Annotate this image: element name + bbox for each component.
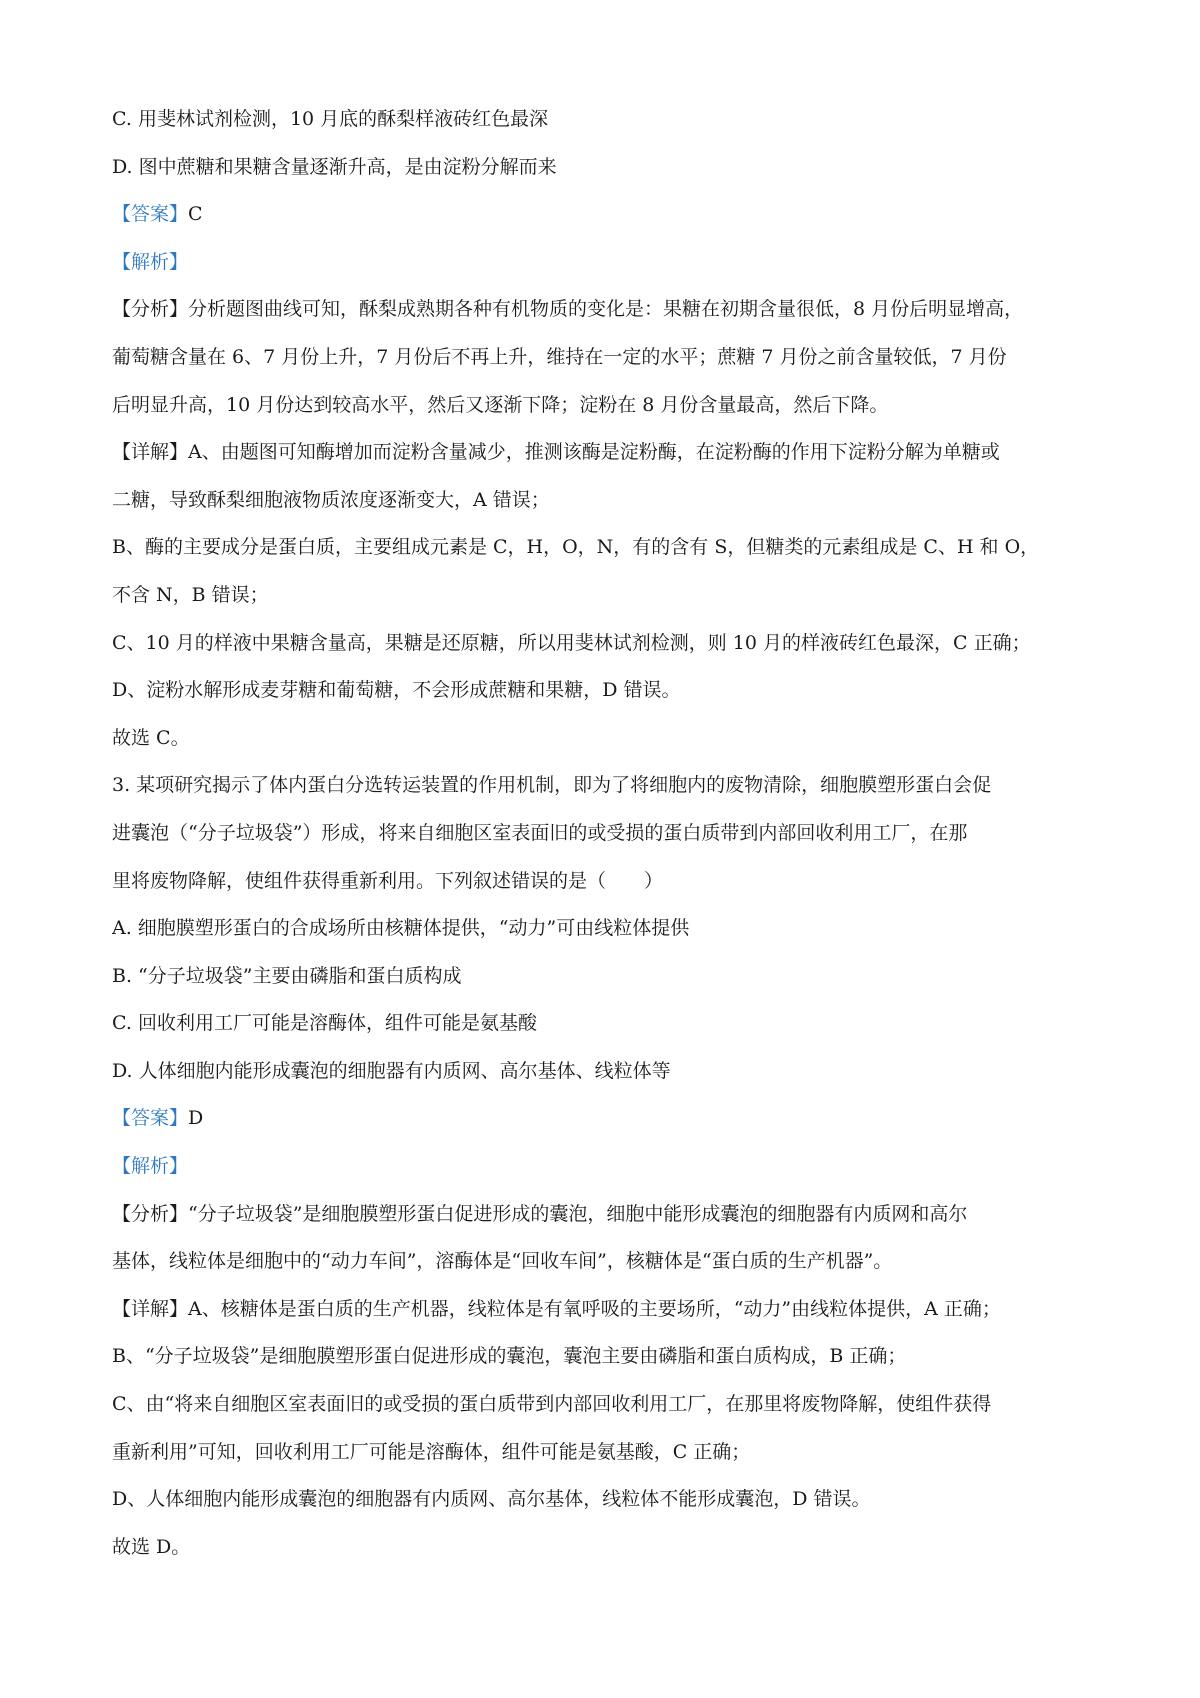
q3-conclusion: 故选 D。 — [112, 1535, 191, 1558]
document-page — [112, 96, 1100, 1571]
q2-fenxi-line: 后明显升高，10 月份达到较高水平，然后又逐渐下降；淀粉在 8 月份含量最高，然后下降。 — [112, 393, 889, 416]
q2-fenxi-line: 【分析】分析题图曲线可知，酥梨成熟期各种有机物质的变化是：果糖在初期含量很低，8 月份后明显增高， — [112, 298, 1024, 321]
q3-fenxi-line: 基体，线粒体是细胞中的“动力车间”，溶酶体是“回收车间”，核糖体是“蛋白质的生产机器”。 — [112, 1250, 893, 1273]
q2-xiangjie-line: 不含 N，B 错误； — [112, 583, 269, 606]
answer-tag: 【答案】 — [112, 203, 189, 226]
q2-xiangjie-line: B、酶的主要成分是蛋白质，主要组成元素是 C，H，O，N，有的含有 S，但糖类的元素组成是 C、H 和 O， — [112, 536, 1040, 559]
q2-fenxi-line: 葡萄糖含量在 6、7 月份上升，7 月份后不再上升，维持在一定的水平；蔗糖 7 月份之前含量较低，7 月份 — [112, 345, 1007, 368]
q3-xiangjie-line: D、人体细胞内能形成囊泡的细胞器有内质网、高尔基体，线粒体不能形成囊泡，D 错误。 — [112, 1488, 871, 1511]
q2-xiangjie-line: D、淀粉水解形成麦芽糖和葡萄糖，不会形成蔗糖和果糖，D 错误。 — [112, 679, 681, 702]
q3-option-a: A. 细胞膜塑形蛋白的合成场所由核糖体提供，“动力”可由线粒体提供 — [112, 917, 690, 940]
q2-option-d: D. 图中蔗糖和果糖含量逐渐升高，是由淀粉分解而来 — [112, 155, 557, 178]
q3-analysis-tag: 【解析】 — [112, 1155, 189, 1178]
q3-stem-line: 3. 某项研究揭示了体内蛋白分选转运装置的作用机制，即为了将细胞内的废物清除，细胞膜塑形蛋白会促 — [112, 774, 992, 797]
q2-option-c: C. 用斐林试剂检测，10 月底的酥梨样液砖红色最深 — [112, 108, 549, 130]
q3-option-b: B. “分子垃圾袋”主要由磷脂和蛋白质构成 — [112, 964, 462, 987]
q3-stem-line: 进囊泡（“分子垃圾袋”）形成，将来自细胞区室表面旧的或受损的蛋白质带到内部回收利用工厂，在那 — [112, 821, 968, 844]
q3-option-d: D. 人体细胞内能形成囊泡的细胞器有内质网、高尔基体、线粒体等 — [112, 1059, 671, 1082]
answer-value: C — [188, 203, 203, 226]
q3-xiangjie-line: C、由“将来自细胞区室表面旧的或受损的蛋白质带到内部回收利用工厂，在那里将废物降解，使组件获得 — [112, 1393, 992, 1416]
q2-xiangjie-line: 二糖，导致酥梨细胞液物质浓度逐渐变大，A 错误； — [112, 488, 550, 511]
q2-analysis-tag: 【解析】 — [112, 250, 189, 273]
answer-tag: 【答案】 — [112, 1107, 189, 1130]
q3-xiangjie-line: B、“分子垃圾袋”是细胞膜塑形蛋白促进形成的囊泡，囊泡主要由磷脂和蛋白质构成，B 正确； — [112, 1345, 907, 1368]
answer-value: D — [188, 1107, 204, 1130]
q3-option-c: C. 回收利用工厂可能是溶酶体，组件可能是氨基酸 — [112, 1012, 537, 1035]
q3-stem-line: 里将废物降解，使组件获得重新利用。下列叙述错误的是（ ） — [112, 869, 664, 892]
q2-answer — [112, 191, 1100, 239]
q3-xiangjie-line: 重新利用”可知，回收利用工厂可能是溶酶体，组件可能是氨基酸，C 正确； — [112, 1440, 751, 1463]
q2-xiangjie-line: 【详解】A、由题图可知酶增加而淀粉含量减少，推测该酶是淀粉酶，在淀粉酶的作用下淀粉分解为单糖或 — [112, 441, 1000, 464]
q2-xiangjie-line: C、10 月的样液中果糖含量高，果糖是还原糖，所以用斐林试剂检测，则 10 月的样液砖红色最深，C 正确； — [112, 631, 1031, 654]
q3-fenxi-line: 【分析】“分子垃圾袋”是细胞膜塑形蛋白促进形成的囊泡，细胞中能形成囊泡的细胞器有内质网和高尔 — [112, 1202, 968, 1225]
q3-xiangjie-line: 【详解】A、核糖体是蛋白质的生产机器，线粒体是有氧呼吸的主要场所，“动力”由线粒体提供，A 正确； — [112, 1297, 1001, 1320]
q3-answer — [112, 1095, 1100, 1143]
q2-conclusion: 故选 C。 — [112, 726, 190, 749]
